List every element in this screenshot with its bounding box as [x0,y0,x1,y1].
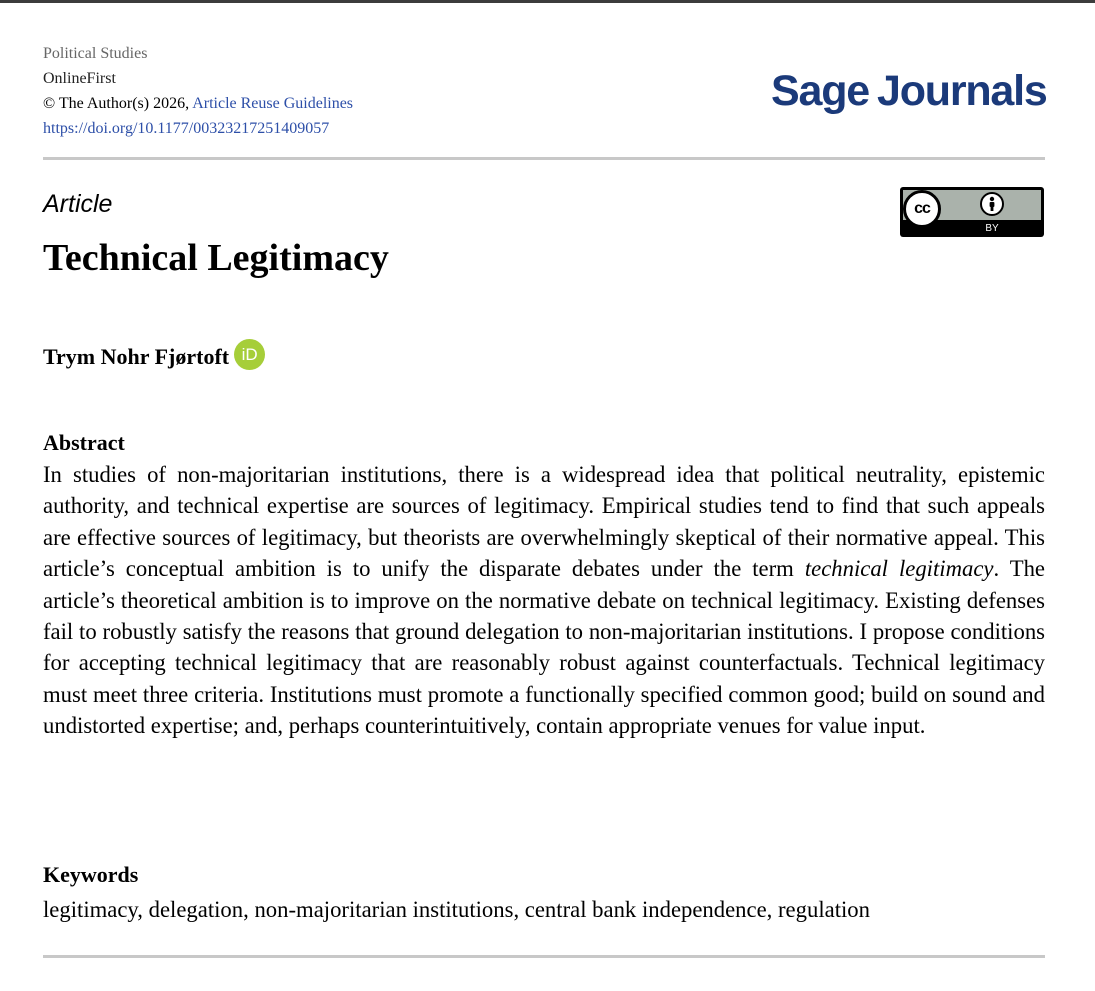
keywords-heading: Keywords [43,862,139,887]
author-name[interactable]: Trym Nohr Fjørtoft [43,343,230,369]
abstract-text-part1: In studies of non-majoritarian institutions, there is a widespread idea that political neutrality, epistemic authority, and technical expertise are sources of legitimacy. Empirical studies tend to find that such appeals are effective sources of legitimacy, but theorists are overwhelmingly skeptical of their normative appeal. This article’s conceptual ambition is to unify the disparate debates under the term [43,462,1045,582]
cc-by-license-badge[interactable] [900,187,1044,237]
author-line [43,343,265,370]
orcid-icon[interactable]: iD [234,339,265,370]
abstract-italic-term: technical legitimacy [804,556,994,582]
logo-word-journals: Journals [876,67,1047,115]
sage-journals-logo[interactable] [771,67,1047,116]
by-label: BY [985,223,999,234]
copyright-line [43,91,353,116]
abstract-text [43,459,1045,742]
footer-divider [43,955,1045,958]
doi-link[interactable]: https://doi.org/10.1177/00323217251409057 [43,120,330,137]
logo-word-sage: Sage [771,67,869,115]
article-meta [43,41,353,141]
copyright-text: © The Author(s) 2026, [43,95,193,112]
article-reuse-guidelines-link[interactable]: Article Reuse Guidelines [192,95,354,112]
header-divider [43,157,1045,160]
abstract-heading: Abstract [43,430,125,455]
top-border [0,0,1095,3]
article-type: Article [43,190,113,218]
journal-name: Political Studies [43,45,148,62]
keywords-list: legitimacy, delegation, non-majoritarian institutions, central bank independence, regulation [43,897,870,922]
creative-commons-icon: cc [903,190,941,228]
abstract-text-part2: . The article’s theoretical ambition is to improve on the normative debate on technical legitimacy. Existing defenses fail to robustly satisfy the reasons that ground delegation to non-majoritarian institutions. I propose conditions for accepting technical legitimacy that are reasonably robust against counterfactuals. Technical legitimacy must meet three criteria. Institutions must promote a functionally specified common good; build on sound and undistorted expertise; and, perhaps counterintuitively, contain appropriate venues for value input. [43,556,1045,739]
article-title: Technical Legitimacy [43,237,389,279]
publication-state: OnlineFirst [43,70,116,87]
attribution-icon [980,192,1004,216]
